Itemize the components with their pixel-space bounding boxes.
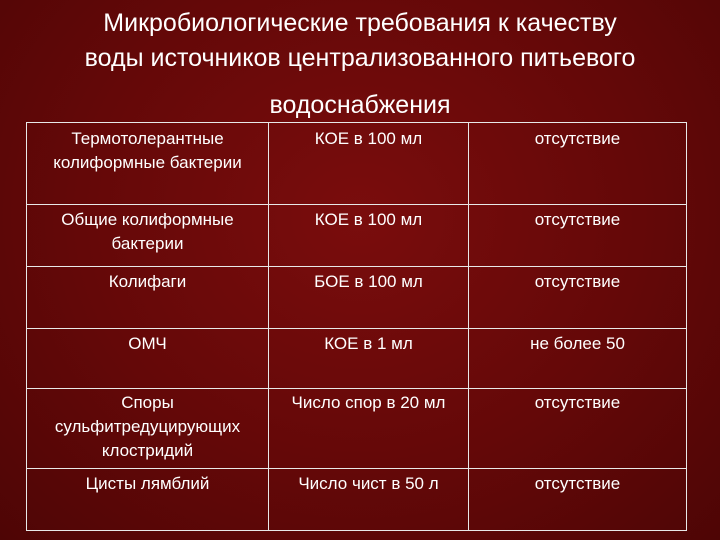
norm-cell — [469, 205, 687, 267]
unit-value: Число спор в 20 мл — [291, 393, 446, 412]
unit-cell — [269, 469, 469, 531]
norm-cell — [469, 329, 687, 389]
indicator-name: ОМЧ — [128, 334, 167, 353]
norm-cell — [469, 123, 687, 205]
indicator-cell — [27, 267, 269, 329]
unit-cell — [269, 329, 469, 389]
norm-value: отсутствие — [534, 129, 621, 148]
norm-value: отсутствие — [534, 272, 621, 291]
unit-cell — [269, 205, 469, 267]
unit-cell — [269, 389, 469, 469]
unit-value: КОЕ в 1 мл — [324, 334, 413, 353]
table-row — [27, 205, 687, 267]
table-row — [27, 123, 687, 205]
indicator-name: Колифаги — [108, 272, 187, 291]
table-row — [27, 469, 687, 531]
indicator-cell — [27, 329, 269, 389]
indicator-cell — [27, 389, 269, 469]
unit-cell — [269, 123, 469, 205]
norm-value: отсутствие — [534, 474, 621, 493]
table-row — [27, 389, 687, 469]
unit-cell — [269, 267, 469, 329]
unit-value: Число чист в 50 л — [298, 474, 439, 493]
indicator-cell — [27, 205, 269, 267]
slide-title-line-2: воды источников централизованного питьевого — [84, 44, 636, 72]
table-row — [27, 267, 687, 329]
unit-value: КОЕ в 100 мл — [314, 129, 423, 148]
indicator-name: Цисты лямблий — [85, 474, 210, 493]
slide-title — [0, 6, 720, 123]
norm-value: отсутствие — [534, 210, 621, 229]
slide-title-line-3: водоснабжения — [269, 91, 451, 119]
table-row — [27, 329, 687, 389]
slide-title-line-1: Микробиологические требования к качеству — [103, 9, 617, 37]
norm-cell — [469, 267, 687, 329]
indicator-name: Термотолерантные колиформные бактерии — [53, 129, 242, 172]
indicator-name: Общие колиформные бактерии — [61, 210, 234, 253]
indicator-name: Споры сульфитредуцирующих клостридий — [54, 393, 241, 460]
unit-value: КОЕ в 100 мл — [314, 210, 423, 229]
norm-cell — [469, 469, 687, 531]
norm-value: не более 50 — [530, 334, 625, 353]
norm-value: отсутствие — [534, 393, 621, 412]
unit-value: БОЕ в 100 мл — [314, 272, 423, 291]
indicator-cell — [27, 123, 269, 205]
norm-cell — [469, 389, 687, 469]
indicator-cell — [27, 469, 269, 531]
requirements-table — [26, 122, 687, 531]
